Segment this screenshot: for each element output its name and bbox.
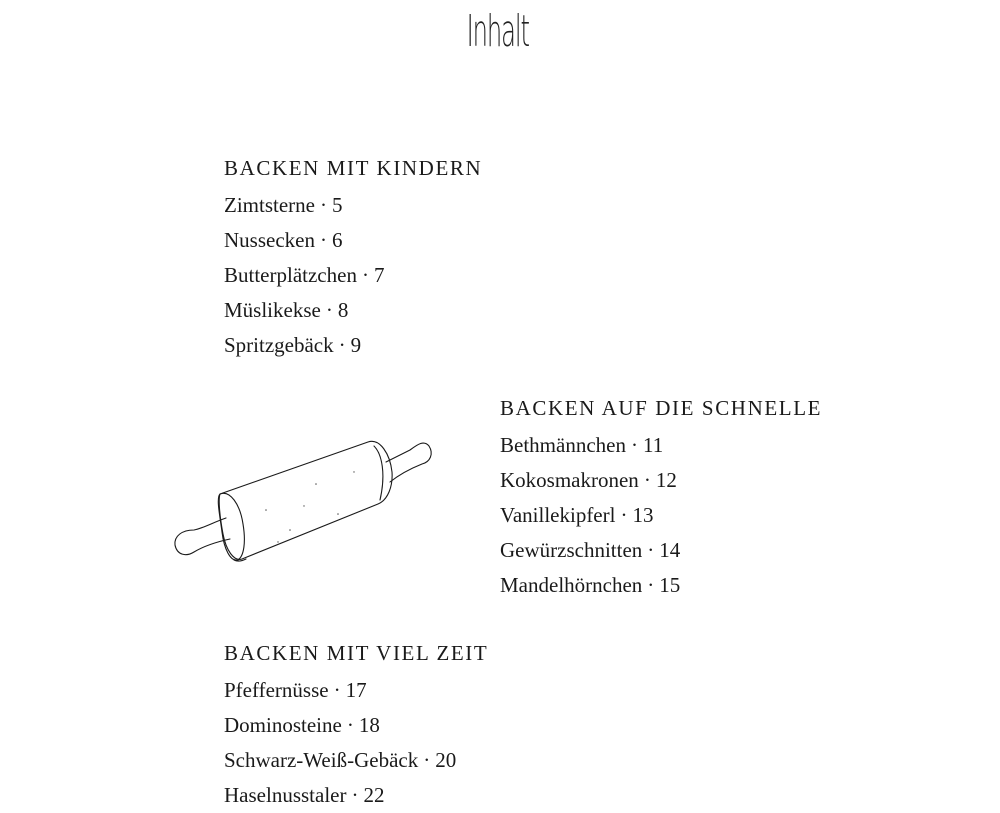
section-heading: BACKEN MIT VIEL ZEIT <box>224 641 489 665</box>
entry-name: Müslikekse <box>224 298 321 322</box>
toc-entry[interactable] <box>500 428 822 463</box>
toc-entry[interactable] <box>500 533 822 568</box>
entry-page: 8 <box>337 298 349 322</box>
entry-name: Dominosteine <box>224 713 342 737</box>
toc-section-backen-mit-viel-zeit <box>224 638 488 813</box>
toc-entry[interactable] <box>500 463 822 498</box>
entry-page: 12 <box>655 468 677 492</box>
entry-separator: · <box>333 678 341 702</box>
entry-name: Nussecken <box>224 228 315 252</box>
entry-separator: · <box>620 503 628 527</box>
toc-entry[interactable] <box>224 258 482 293</box>
toc-section-backen-auf-die-schnelle <box>500 393 822 603</box>
entry-name: Kokosmakronen <box>500 468 639 492</box>
toc-entry[interactable] <box>224 673 488 708</box>
section-heading: BACKEN MIT KINDERN <box>224 156 483 180</box>
entry-page: 7 <box>373 263 385 287</box>
entry-separator: · <box>647 538 655 562</box>
rolling-pin-illustration <box>168 432 438 572</box>
toc-entry[interactable] <box>224 328 482 363</box>
toc-entry[interactable] <box>224 223 482 258</box>
toc-entry[interactable] <box>224 743 488 778</box>
toc-entry[interactable] <box>224 293 482 328</box>
entry-page: 13 <box>632 503 654 527</box>
entry-separator: · <box>325 298 333 322</box>
section-heading: BACKEN AUF DIE SCHNELLE <box>500 396 823 420</box>
entry-name: Gewürzschnitten <box>500 538 643 562</box>
toc-entry[interactable] <box>224 708 488 743</box>
entry-separator: · <box>643 468 651 492</box>
entry-name: Mandelhörnchen <box>500 573 643 597</box>
entry-separator: · <box>423 748 431 772</box>
entry-page: 9 <box>350 333 362 357</box>
entry-separator: · <box>647 573 655 597</box>
entry-page: 5 <box>331 193 343 217</box>
toc-entry[interactable] <box>500 568 822 603</box>
rolling-pin-right-handle <box>386 443 431 482</box>
entry-page: 15 <box>659 573 681 597</box>
entry-name: Bethmännchen <box>500 433 626 457</box>
entry-name: Zimtsterne <box>224 193 315 217</box>
rolling-pin-left-handle <box>175 518 230 555</box>
entry-name: Haselnusstaler <box>224 783 347 807</box>
entry-separator: · <box>346 713 354 737</box>
entry-page: 18 <box>358 713 380 737</box>
toc-entry[interactable] <box>224 778 488 813</box>
entry-name: Pfeffernüsse <box>224 678 329 702</box>
entry-page: 11 <box>642 433 664 457</box>
toc-entry[interactable] <box>224 188 482 223</box>
entry-separator: · <box>338 333 346 357</box>
toc-entry[interactable] <box>500 498 822 533</box>
rolling-pin-right-cap <box>374 446 383 500</box>
entry-separator: · <box>361 263 369 287</box>
entry-separator: · <box>630 433 638 457</box>
entry-page: 14 <box>659 538 681 562</box>
entry-name: Spritzgebäck <box>224 333 334 357</box>
toc-section-backen-mit-kindern <box>224 153 482 363</box>
entry-name: Vanillekipferl <box>500 503 616 527</box>
rolling-pin-body <box>219 441 392 559</box>
entry-page: 6 <box>331 228 343 252</box>
entry-separator: · <box>319 193 327 217</box>
entry-separator: · <box>319 228 327 252</box>
entry-name: Schwarz-Weiß-Gebäck <box>224 748 419 772</box>
entry-page: 17 <box>345 678 367 702</box>
entry-page: 22 <box>363 783 385 807</box>
page-title: Inhalt <box>466 6 529 57</box>
entry-page: 20 <box>435 748 457 772</box>
entry-name: Butterplätzchen <box>224 263 357 287</box>
entry-separator: · <box>351 783 359 807</box>
